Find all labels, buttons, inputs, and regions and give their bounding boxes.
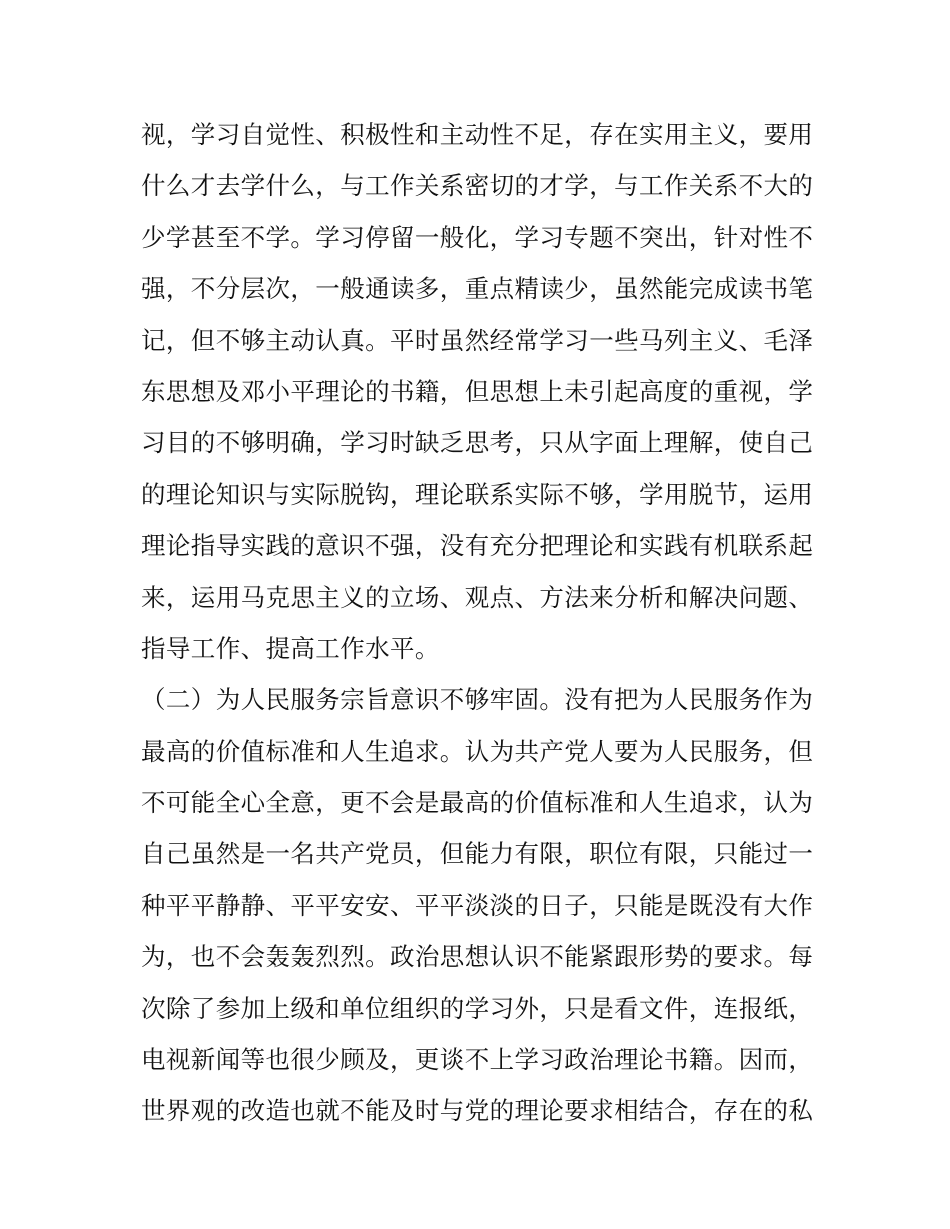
text-line: 记，但不够主动认真。平时虽然经常学习一些马列主义、毛泽 [141, 325, 814, 355]
text-line: 为，也不会轰轰烈烈。政治思想认识不能紧跟形势的要求。每 [141, 942, 814, 972]
text-line: 自己虽然是一名共产党员，但能力有限，职位有限，只能过一 [141, 839, 814, 869]
text-line: 的理论知识与实际脱钩，理论联系实际不够，学用脱节，运用 [141, 479, 814, 509]
text-line: 来，运用马克思主义的立场、观点、方法来分析和解决问题、 [141, 582, 814, 612]
text-line: 东思想及邓小平理论的书籍，但思想上未引起高度的重视，学 [141, 376, 814, 406]
text-line: 最高的价值标准和人生追求。认为共产党人要为人民服务，但 [141, 736, 814, 766]
body-text [141, 109, 821, 1137]
text-line: 次除了参加上级和单位组织的学习外，只是看文件，连报纸， [141, 993, 814, 1023]
text-line: 强，不分层次，一般通读多，重点精读少，虽然能完成读书笔 [141, 274, 814, 304]
text-line: 什么才去学什么，与工作关系密切的才学，与工作关系不大的 [141, 171, 814, 201]
text-line: 指导工作、提高工作水平。 [141, 633, 440, 663]
text-line: 习目的不够明确，学习时缺乏思考，只从字面上理解，使自己 [141, 428, 814, 458]
text-line: 视，学习自觉性、积极性和主动性不足，存在实用主义，要用 [141, 120, 814, 149]
text-line: 世界观的改造也就不能及时与党的理论要求相结合，存在的私 [141, 1096, 814, 1126]
text-line: 不可能全心全意，更不会是最高的价值标准和人生追求，认为 [141, 788, 814, 818]
text-line: 电视新闻等也很少顾及，更谈不上学习政治理论书籍。因而， [141, 1045, 814, 1075]
section-heading-line: （二）为人民服务宗旨意识不够牢固。没有把为人民服务作为 [141, 685, 814, 715]
text-line: 种平平静静、平平安安、平平淡淡的日子，只能是既没有大作 [141, 890, 814, 920]
text-line: 理论指导实践的意识不强，没有充分把理论和实践有机联系起 [141, 531, 814, 561]
text-line: 少学甚至不学。学习停留一般化，学习专题不突出，针对性不 [141, 222, 814, 252]
